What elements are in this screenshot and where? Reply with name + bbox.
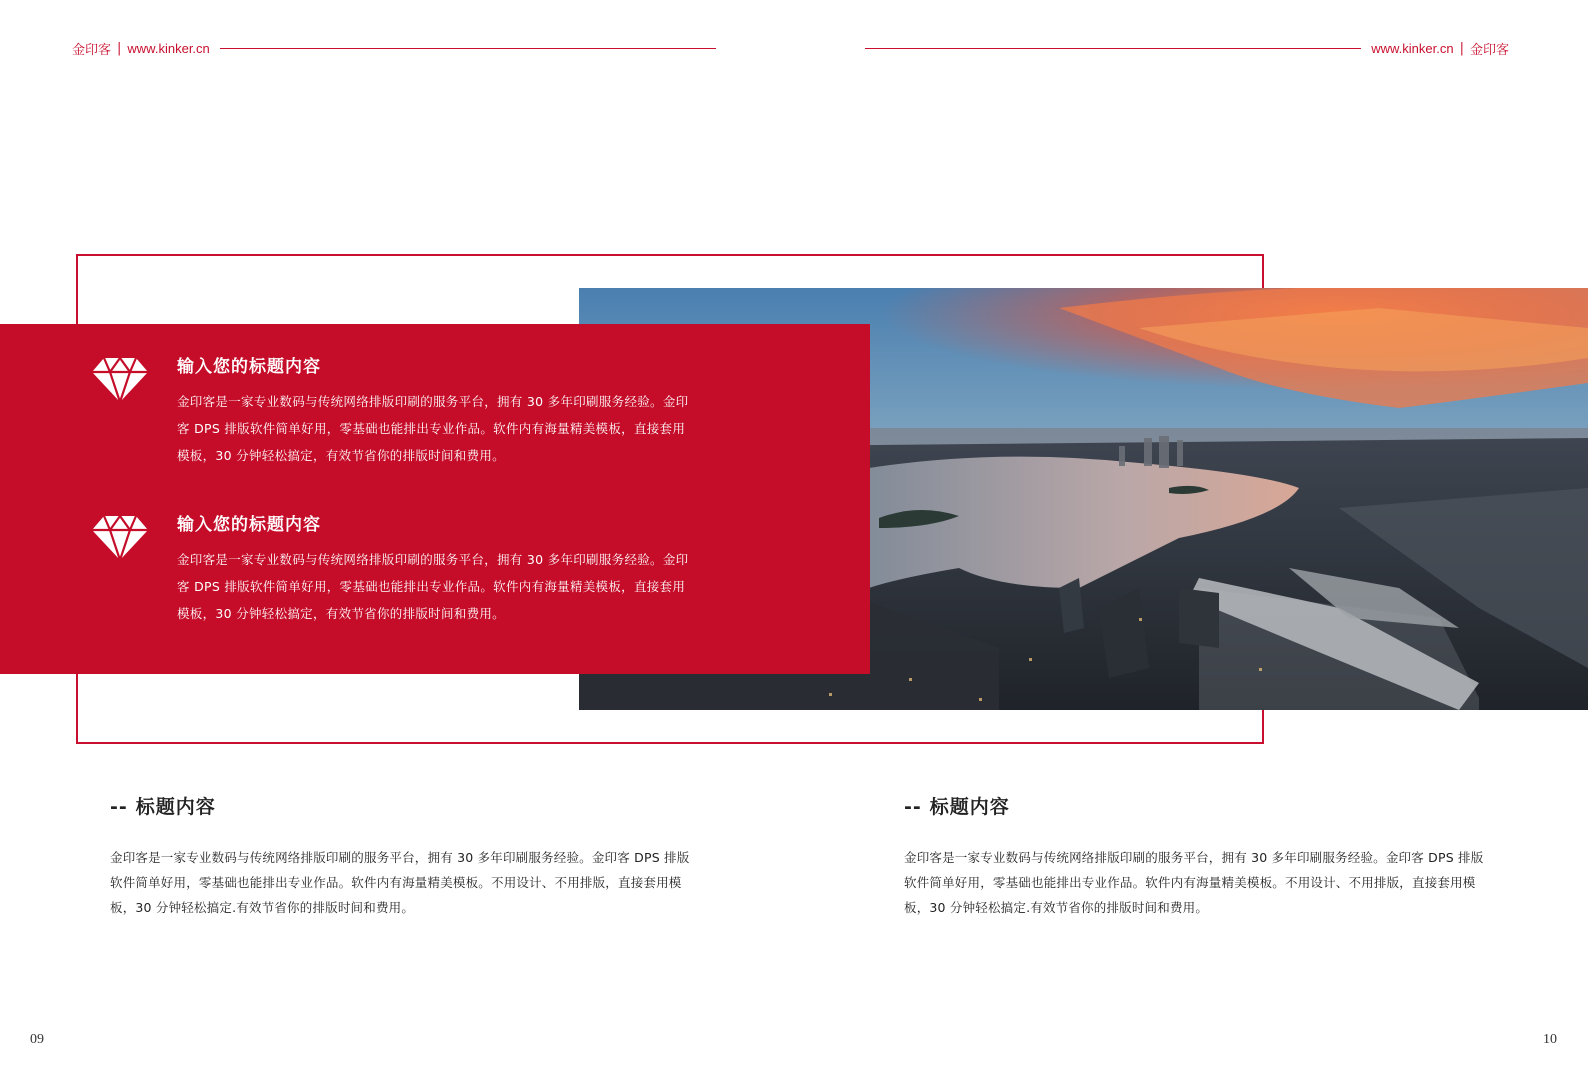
header-url-link[interactable]: www.kinker.cn bbox=[1371, 40, 1454, 56]
page-number-left: 09 bbox=[30, 1032, 44, 1047]
header-separator: | bbox=[1459, 40, 1464, 56]
header-rule bbox=[220, 48, 716, 49]
diamond-icon bbox=[92, 356, 148, 402]
feature-body: 金印客是一家专业数码与传统网络排版印刷的服务平台，拥有 30 多年印刷服务经验。金印客 DPS 排版软件简单好用，零基础也能排出专业作品。软件内有海量精美模板，直接套用模板，30 分钟轻松搞定，有效节省你的排版时间和费用。 bbox=[177, 552, 689, 621]
section-body: 金印客是一家专业数码与传统网络排版印刷的服务平台，拥有 30 多年印刷服务经验。金印客 DPS 排版软件简单好用，零基础也能排出专业作品。软件内有海量精美模板。不用设计、不用排版，直接套用模板，30 分钟轻松搞定.有效节省你的排版时间和费用。 bbox=[904, 850, 1484, 915]
section-body: 金印客是一家专业数码与传统网络排版印刷的服务平台，拥有 30 多年印刷服务经验。金印客 DPS 排版软件简单好用，零基础也能排出专业作品。软件内有海量精美模板。不用设计、不用排版，直接套用模板，30 分钟轻松搞定.有效节省你的排版时间和费用。 bbox=[110, 850, 690, 915]
section-left bbox=[110, 792, 690, 920]
feature-title: 输入您的标题内容 bbox=[177, 357, 321, 377]
page-number-right: 10 bbox=[1543, 1032, 1557, 1047]
section-title-dash: -- bbox=[904, 796, 922, 818]
header-separator: | bbox=[117, 40, 122, 56]
diamond-icon bbox=[92, 514, 148, 560]
feature-panel bbox=[0, 324, 870, 674]
header-url-link[interactable]: www.kinker.cn bbox=[127, 40, 210, 56]
header-right bbox=[865, 38, 1509, 58]
feature-title: 输入您的标题内容 bbox=[177, 515, 321, 535]
section-title bbox=[904, 792, 1484, 819]
header-brand: 金印客 bbox=[1469, 42, 1509, 58]
header-rule bbox=[865, 48, 1361, 49]
header-left bbox=[72, 38, 716, 58]
section-title-dash: -- bbox=[110, 796, 128, 818]
section-title-text: 标题内容 bbox=[135, 796, 216, 818]
header-brand: 金印客 bbox=[72, 42, 112, 58]
feature-body: 金印客是一家专业数码与传统网络排版印刷的服务平台，拥有 30 多年印刷服务经验。金印客 DPS 排版软件简单好用，零基础也能排出专业作品。软件内有海量精美模板，直接套用模板，30 分钟轻松搞定，有效节省你的排版时间和费用。 bbox=[177, 394, 689, 463]
section-right bbox=[904, 792, 1484, 920]
section-title-text: 标题内容 bbox=[929, 796, 1010, 818]
section-title bbox=[110, 792, 690, 819]
